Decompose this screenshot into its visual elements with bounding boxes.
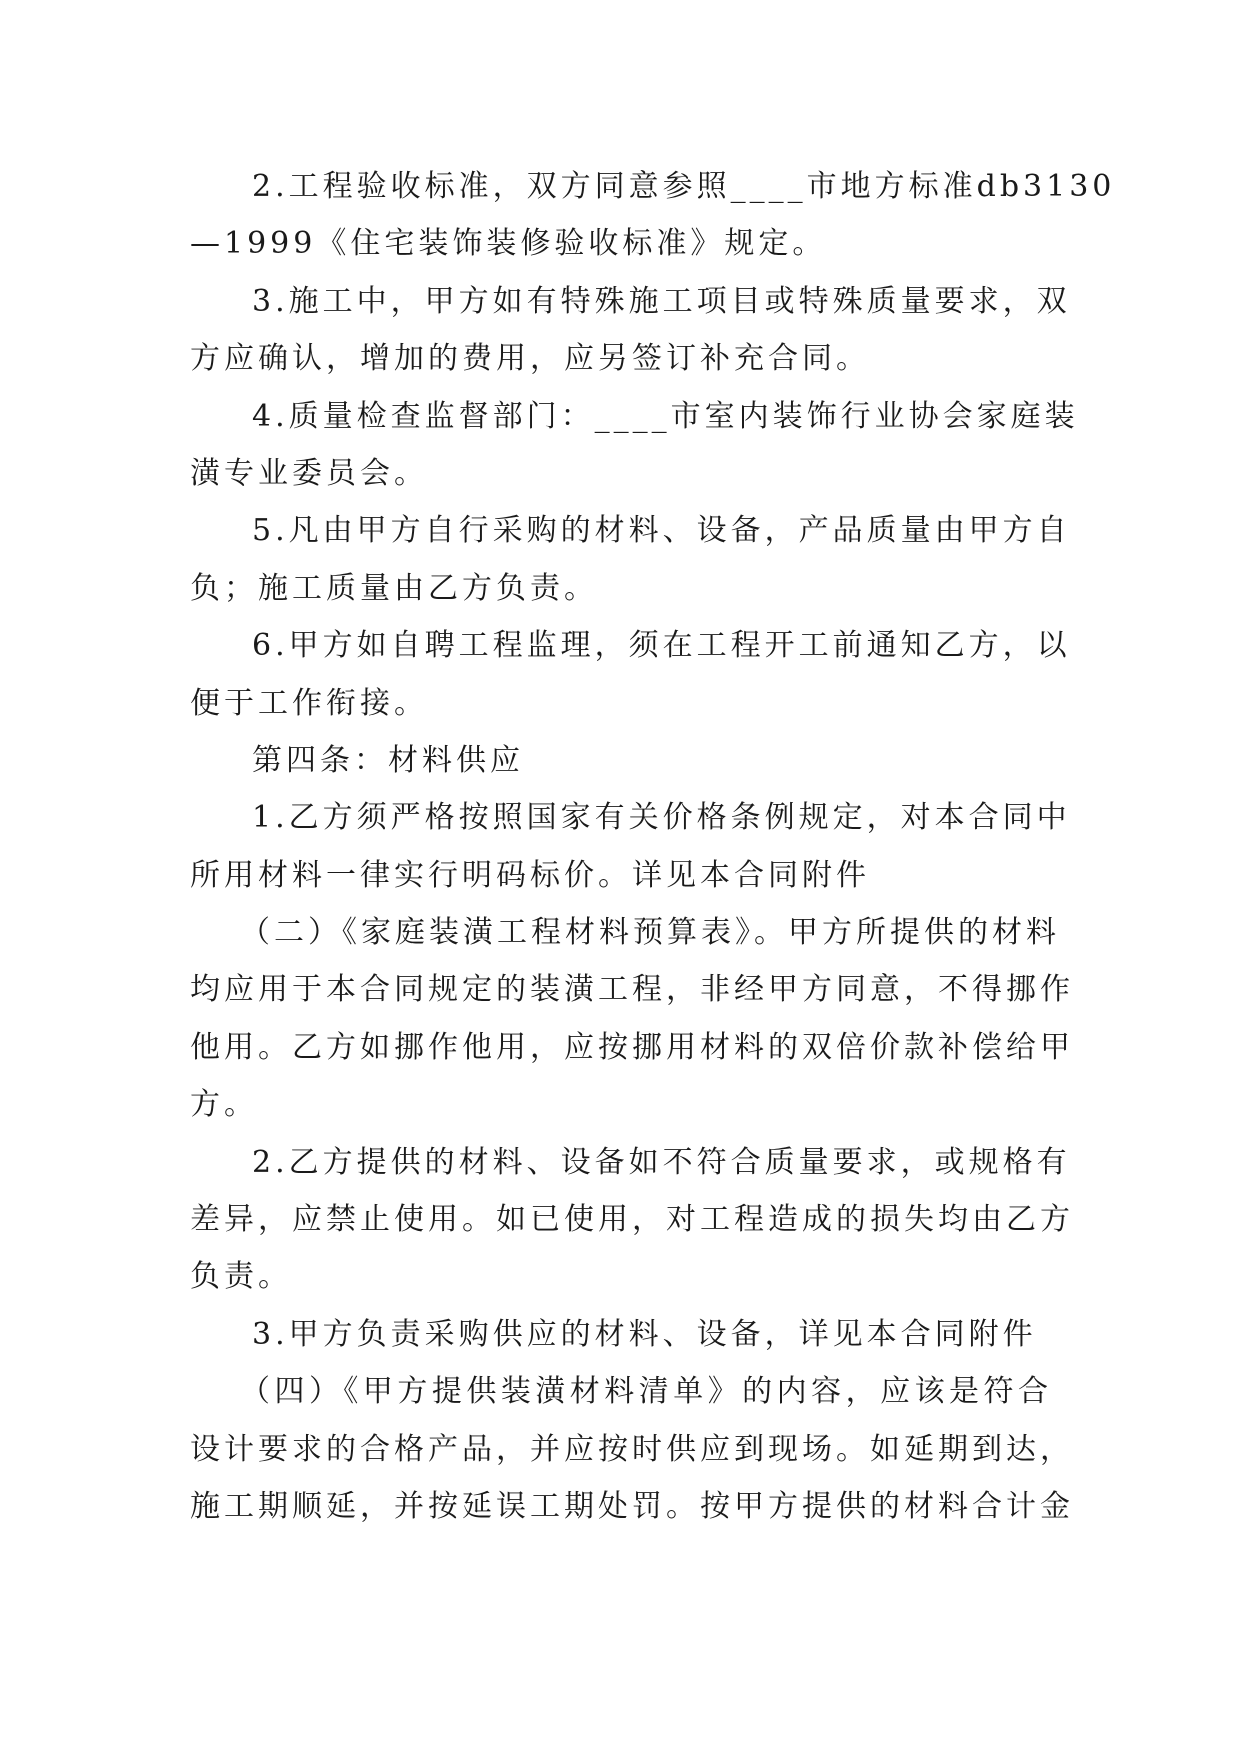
paragraph-line: （二）《家庭装潢工程材料预算表》。甲方所提供的材料 xyxy=(240,915,1060,951)
paragraph-line: 所用材料一律实行明码标价。详见本合同附件 xyxy=(190,857,870,893)
paragraph-line: 方应确认，增加的费用，应另签订补充合同。 xyxy=(190,341,870,377)
paragraph-line: 6.甲方如自聘工程监理，须在工程开工前通知乙方，以 xyxy=(252,628,1071,664)
paragraph-line: 1.乙方须严格按照国家有关价格条例规定，对本合同中 xyxy=(252,800,1071,836)
paragraph-line: 3.施工中，甲方如有特殊施工项目或特殊质量要求，双 xyxy=(252,283,1071,319)
paragraph-line: 差异，应禁止使用。如已使用，对工程造成的损失均由乙方 xyxy=(190,1202,1074,1238)
paragraph-line: 5.凡由甲方自行采购的材料、设备，产品质量由甲方自 xyxy=(252,513,1071,549)
paragraph-line: 2.工程验收标准，双方同意参照____市地方标准db3130 xyxy=(252,169,1116,204)
paragraph-line: 他用。乙方如挪作他用，应按挪用材料的双倍价款补偿给甲 xyxy=(190,1029,1074,1065)
paragraph-line: 3.甲方负责采购供应的材料、设备，详见本合同附件 xyxy=(252,1316,1037,1352)
paragraph-line: （四）《甲方提供装潢材料清单》的内容，应该是符合 xyxy=(240,1374,1052,1410)
paragraph-line: 4.质量检查监督部门：____市室内装饰行业协会家庭装 xyxy=(252,398,1079,434)
paragraph-line: 负；施工质量由乙方负责。 xyxy=(190,570,598,606)
paragraph-line: 设计要求的合格产品，并应按时供应到现场。如延期到达， xyxy=(190,1431,1074,1467)
paragraph-line: 施工期顺延，并按延误工期处罚。按甲方提供的材料合计金 xyxy=(190,1488,1074,1524)
paragraph-line: 负责。 xyxy=(190,1259,292,1295)
paragraph-line: 潢专业委员会。 xyxy=(190,455,428,491)
document-body xyxy=(190,158,1116,1535)
paragraph-line: —1999《住宅装饰装修验收标准》规定。 xyxy=(190,226,827,262)
section-heading: 第四条：材料供应 xyxy=(252,742,524,778)
paragraph-line: 方。 xyxy=(190,1087,258,1123)
paragraph-line: 均应用于本合同规定的装潢工程，非经甲方同意，不得挪作 xyxy=(190,972,1074,1008)
paragraph-line: 便于工作衔接。 xyxy=(190,685,428,721)
paragraph-line: 2.乙方提供的材料、设备如不符合质量要求，或规格有 xyxy=(252,1144,1071,1180)
